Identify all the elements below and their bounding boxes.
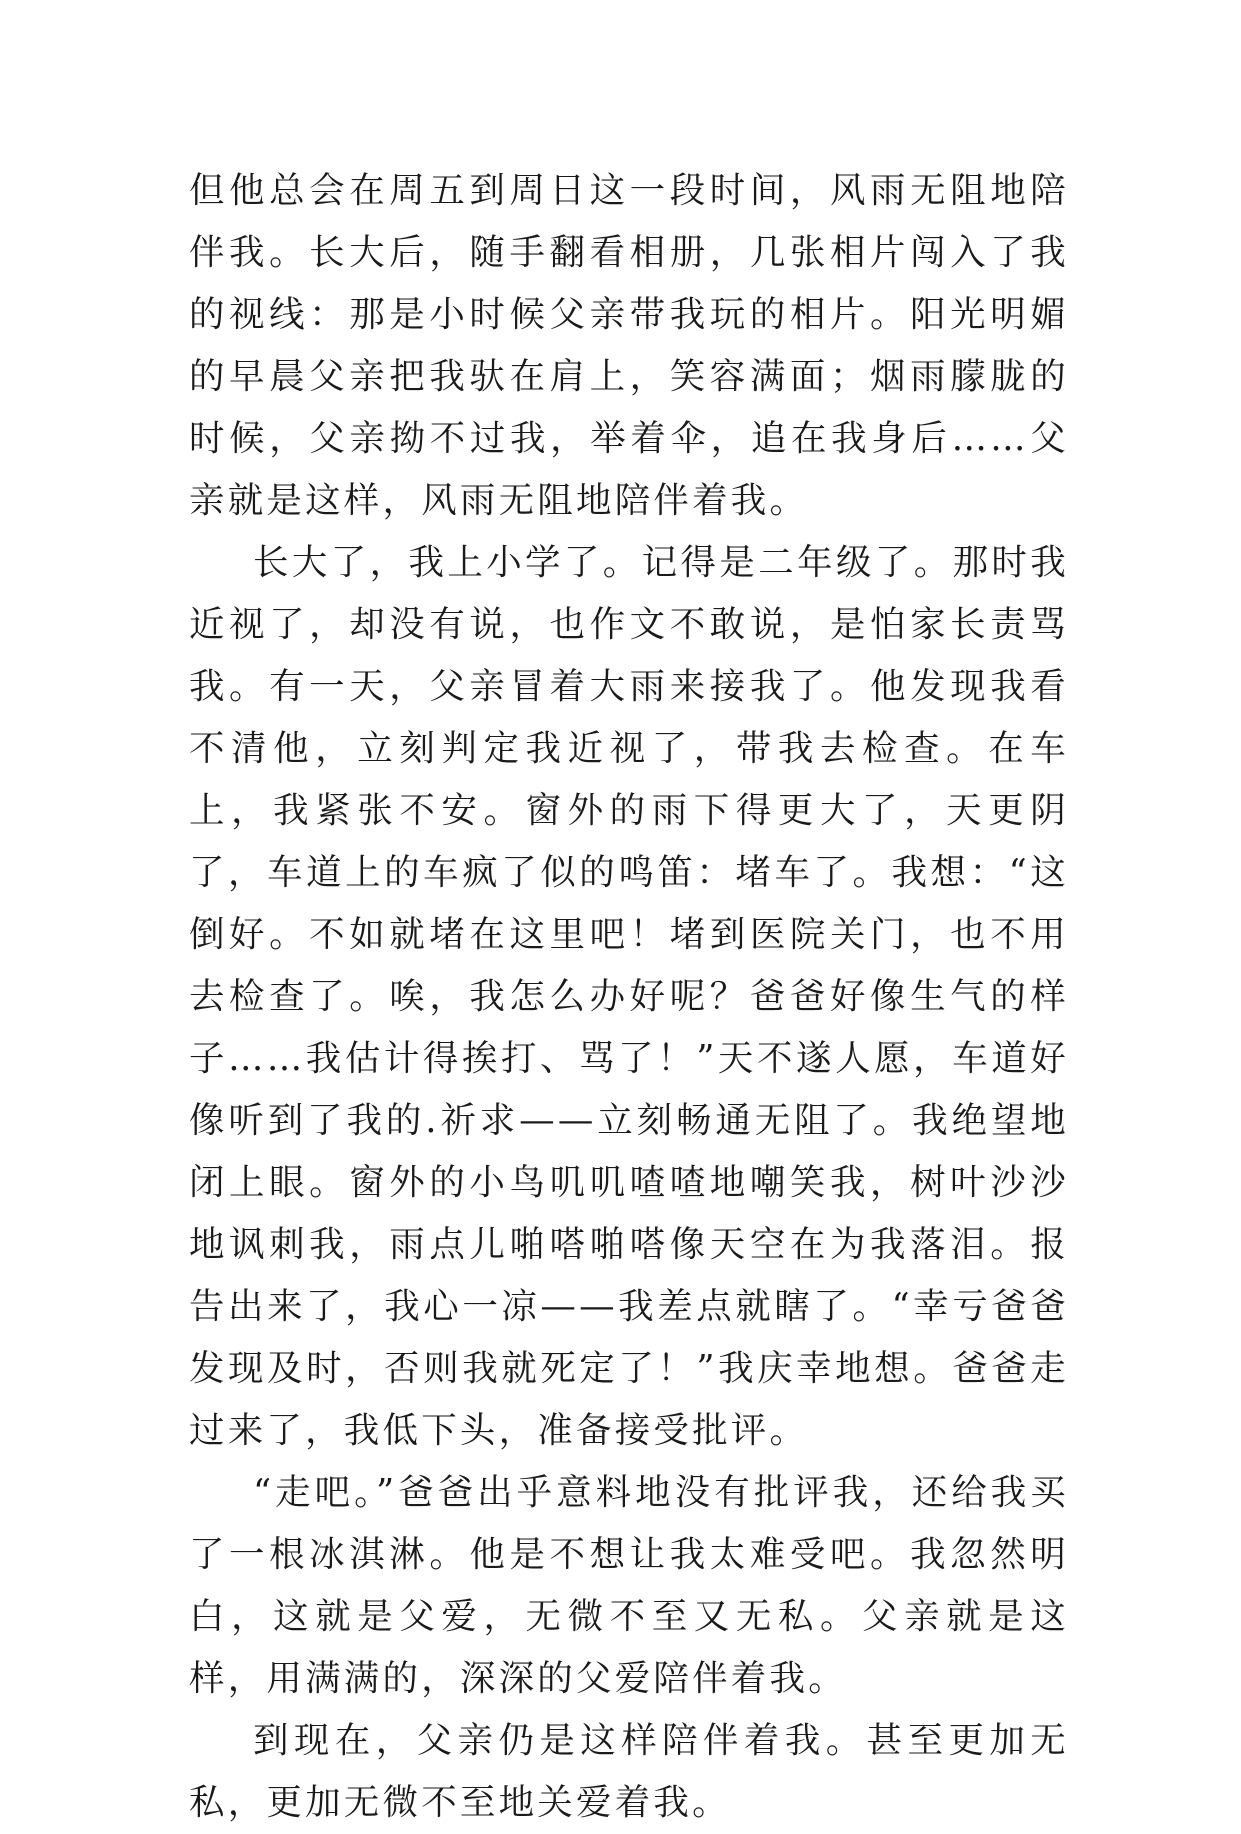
essay-body <box>189 160 1069 1834</box>
paragraph-1: 但他总会在周五到周日这一段时间，风雨无阻地陪伴我。长大后，随手翻看相册，几张相片闯入了我的视线：那是小时候父亲带我玩的相片。阳光明媚的早晨父亲把我驮在肩上，笑容满面；烟雨朦胧的时候，父亲拗不过我，举着伞，追在我身后……父亲就是这样，风雨无阻地陪伴着我。 <box>189 170 1069 521</box>
paragraph-3: “走吧。”爸爸出乎意料地没有批评我，还给我买了一根冰淇淋。他是不想让我太难受吧。我忽然明白，这就是父爱，无微不至又无私。父亲就是这样，用满满的，深深的父爱陪伴着我。 <box>189 1472 1069 1699</box>
paragraph-2: 长大了，我上小学了。记得是二年级了。那时我近视了，却没有说，也作文不敢说，是怕家长责骂我。有一天，父亲冒着大雨来接我了。他发现我看不清他，立刻判定我近视了，带我去检查。在车上，我紧张不安。窗外的雨下得更大了，天更阴了，车道上的车疯了似的鸣笛：堵车了。我想：“这倒好。不如就堵在这里吧！堵到医院关门，也不用去检查了。唉，我怎么办好呢？爸爸好像生气的样子……我估计得挨打、骂了！”天不遂人愿，车道好像听到了我的.祈求——立刻畅通无阻了。我绝望地闭上眼。窗外的小鸟叽叽喳喳地嘲笑我，树叶沙沙地讽刺我，雨点儿啪嗒啪嗒像天空在为我落泪。报告出来了，我心一凉——我差点就瞎了。“幸亏爸爸发现及时，否则我就死定了！”我庆幸地想。爸爸走过来了，我低下头，准备接受批评。 <box>189 542 1069 1451</box>
paragraph-4: 到现在，父亲仍是这样陪伴着我。甚至更加无私，更加无微不至地关爱着我。 <box>189 1720 1069 1823</box>
